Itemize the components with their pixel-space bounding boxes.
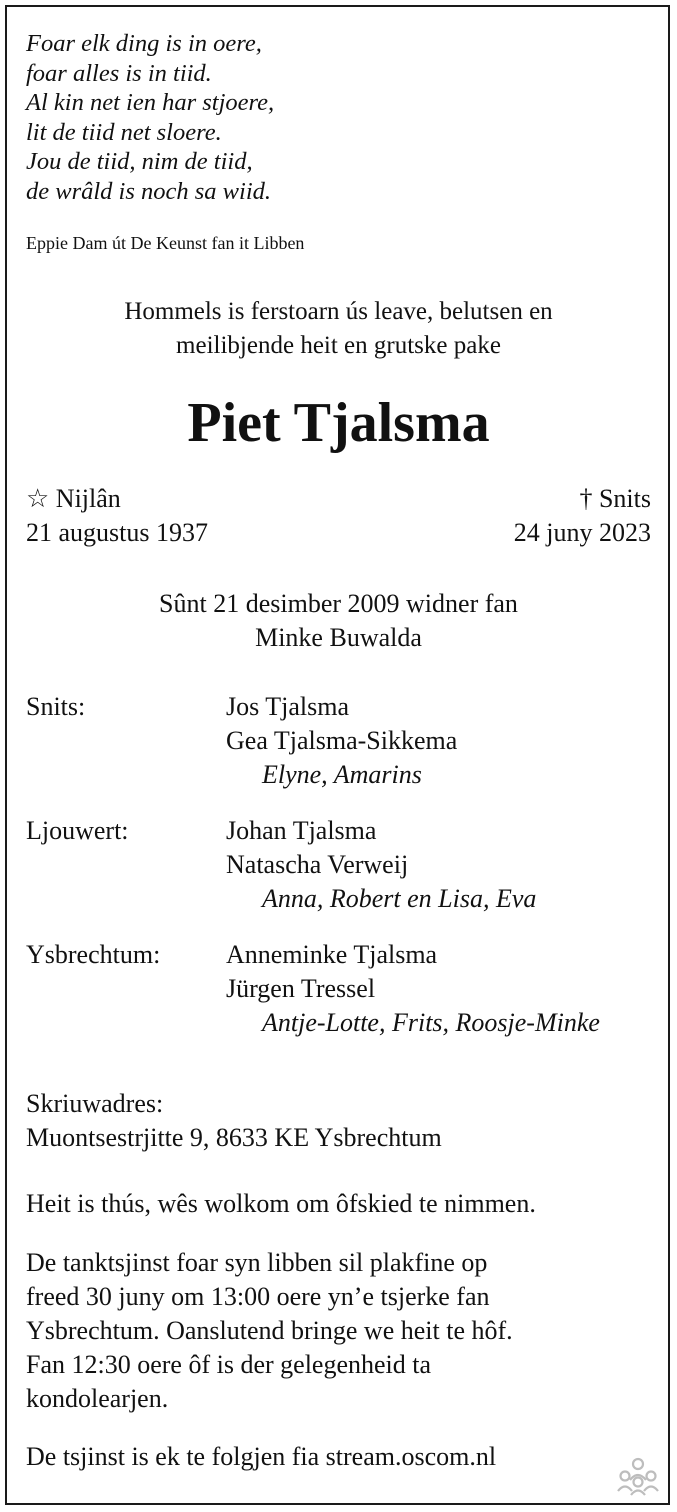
service-line: Ysbrechtum. Oanslutend bringe we heit te hôf.: [26, 1316, 513, 1345]
widower-spouse: Minke Buwalda: [255, 623, 422, 652]
death-place: † Snits: [579, 484, 651, 513]
birth-date: 21 augustus 1937: [26, 518, 208, 547]
intro-line: Hommels is ferstoarn ús leave, belutsen en: [124, 298, 553, 325]
death-info: [514, 482, 651, 550]
family-members: [226, 690, 656, 792]
family-group-ysbrechtum: [26, 938, 656, 1040]
poem-line: foar alles is in tiid.: [26, 59, 212, 87]
address-label: Skriuwadres:: [26, 1089, 164, 1118]
family-member: Jos Tjalsma: [226, 692, 350, 721]
birth-info: [26, 482, 208, 550]
grandchildren: Antje-Lotte, Frits, Roosje-Minke: [262, 1008, 600, 1037]
poem-line: de wrâld is noch sa wiid.: [26, 177, 272, 205]
family-place: Snits:: [26, 692, 86, 721]
birth-place: ☆ Nijlân: [26, 484, 121, 513]
grandchildren: Anna, Robert en Lisa, Eva: [262, 884, 537, 913]
correspondence-address: [26, 1087, 442, 1155]
grandchildren: Elyne, Amarins: [262, 760, 422, 789]
service-line: De tanktsjinst foar syn libben sil plakfine op: [26, 1248, 488, 1277]
people-group-icon: [616, 1456, 660, 1496]
intro-text: [0, 295, 677, 363]
family-member: Anneminke Tjalsma: [226, 940, 438, 969]
poem-line: Jou de tiid, nim de tiid,: [26, 148, 253, 175]
service-line: Fan 12:30 oere ôf is der gelegenheid ta: [26, 1350, 432, 1379]
death-date: 24 juny 2023: [513, 518, 651, 547]
family-members: [226, 814, 656, 916]
visit-text: Heit is thús, wês wolkom om ôfskied te nimmen.: [26, 1189, 536, 1218]
poem: [26, 29, 274, 206]
deceased-name: Piet Tjalsma: [187, 392, 490, 454]
family-member: Gea Tjalsma-Sikkema: [226, 726, 458, 755]
family-place: Ysbrechtum:: [26, 940, 161, 969]
family-place: Ljouwert:: [26, 816, 129, 845]
poem-line: Foar elk ding is in oere,: [26, 30, 262, 57]
family-member: Natascha Verweij: [226, 850, 409, 879]
poem-credit: Eppie Dam út De Keunst fan it Libben: [26, 233, 305, 253]
family-group-snits: [26, 690, 656, 792]
family-group-ljouwert: [26, 814, 656, 916]
address-value: Muontsestrjitte 9, 8633 KE Ysbrechtum: [26, 1123, 442, 1152]
family-member: Johan Tjalsma: [226, 816, 377, 845]
widower-line: Sûnt 21 desimber 2009 widner fan: [159, 589, 518, 618]
widower-text: [0, 587, 677, 655]
poem-line: lit de tiid net sloere.: [26, 118, 222, 146]
family-member: Jürgen Tressel: [226, 974, 376, 1003]
family-list: [26, 690, 656, 1062]
stream-text: De tsjinst is ek te folgjen fia stream.oscom.nl: [26, 1442, 497, 1471]
service-text: [26, 1246, 513, 1416]
poem-line: Al kin net ien har stjoere,: [26, 89, 275, 116]
family-members: [226, 938, 656, 1040]
service-line: freed 30 juny om 13:00 oere yn’e tsjerke fan: [26, 1282, 490, 1311]
intro-line: meilibjende heit en grutske pake: [176, 332, 501, 359]
service-line: kondolearjen.: [26, 1384, 169, 1413]
